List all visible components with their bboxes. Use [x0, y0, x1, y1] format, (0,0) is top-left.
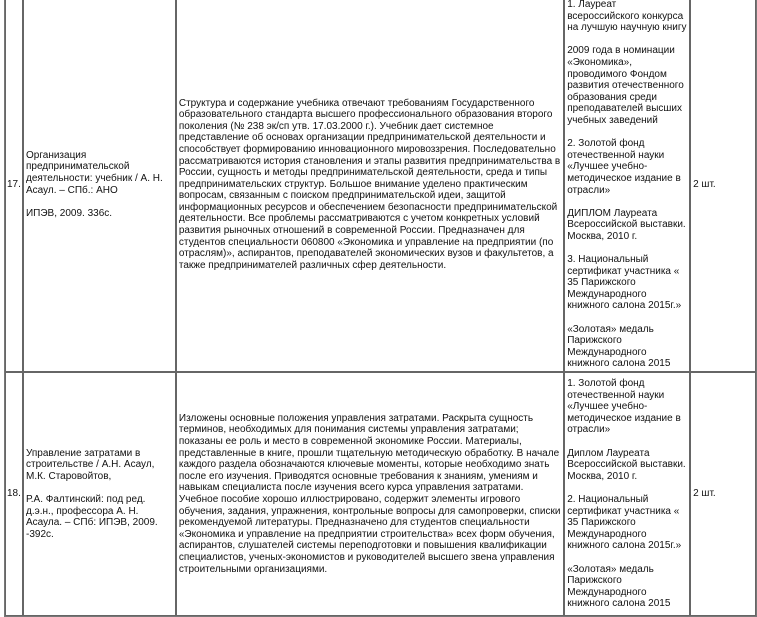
- book-description: Структура и содержание учебника отвечают требованиям Государственного образовательного стандарта высшего профессионального образования второго поколения (№ 238 эк/сп утв. 17.03.2000 г.). Учебник дает системное представление об основах организации предпринимательской деятельности и способствует формированию инновационного мировоззрения. Последовательно рассматриваются история становления и этапы развития предпринимательства в России, сущность и методы предпринимательской деятельности, среда и типы предпринимательских структур. Большое внимание уделено практическим вопросам, связанным с поиском предпринимательской идеи, защитой информационных ресурсов и обеспечением безопасности предпринимательской деятельности. Все проблемы рассматриваются с учетом конкретных условий развития рыночных отношений в современной России. Предназначен для студентов специальности 060800 «Экономика и управление на предприятии (по отраслям)», аспирантов, преподавателей экономических вузов и факультетов, а также предпринимателей различных сфер деятельности.: [176, 0, 564, 372]
- book-publisher: ИПЭВ, 2009. 336с.: [25, 207, 113, 219]
- book-publisher: Р.А. Фалтинский: под ред. д.э.н., профессора А. Н. Асаула. – СПб: ИПЭВ, 2009. -392с.: [25, 494, 158, 540]
- awards-cell: [564, 0, 690, 372]
- quantity: 2 шт.: [690, 372, 756, 616]
- award: 1. Золотой фонд отечественной науки «Лучшее учебно-методическое издание в отрасли»: [567, 378, 681, 436]
- award: 1. Лауреат всероссийского конкурса на лучшую научную книгу: [567, 0, 687, 34]
- book-title: Организация предпринимательской деятельности: учебник / А. Н. Асаул. – СПб.: АНО: [25, 149, 163, 196]
- book-title-cell: [23, 0, 176, 372]
- book-description: Изложены основные положения управления затратами. Раскрыта сущность терминов, необходимых для понимания системы управления затратами; показаны ее роль и место в современной экономике России. Материалы, представленные в книге, прошли тщательную методическую обработку. В начале каждого раздела обозначаются ключевые моменты, которые необходимо знать после его изучения. Приводятся основные требования к знаниям, умениям и навыкам специалиста после изучения всего курса управления затратами. Учебное пособие хорошо иллюстрировано, содержит элементы игрового обучения, задания, упражнения, контрольные вопросы для самопроверки, списки рекомендуемой литературы. Предназначено для студентов специальности «Экономика и управление на предприятии строительства» всех форм обучения, аспирантов, слушателей системы переподготовки и повышения квалификации специалистов, ученых-экономистов и руководителей высшего звена управления строительными организациями.: [176, 372, 564, 616]
- table-row: [5, 372, 756, 616]
- row-number: 17.: [5, 0, 23, 372]
- award: 2009 года в номинации «Экономика», проводимого Фондом развития отечественного образования среди преподавателей высших учебных заведений: [567, 45, 684, 126]
- award: 2. Золотой фонд отечественной науки «Лучшее учебно-методическое издание в отрасли»: [567, 138, 681, 196]
- award: ДИПЛОМ Лауреата Всероссийской выставки. Москва, 2010 г.: [567, 207, 686, 242]
- table-row: [5, 0, 756, 372]
- book-title-cell: [23, 372, 176, 616]
- award: Диплом Лауреата Всероссийской выставки. Москва, 2010 г.: [567, 447, 686, 482]
- awards-cell: [564, 372, 690, 616]
- row-number: 18.: [5, 372, 23, 616]
- award: «Золотая» медаль Парижского Международного книжного салона 2015: [567, 323, 671, 370]
- quantity: 2 шт.: [690, 0, 756, 372]
- book-title: Управление затратами в строительстве / А.Н. Асаул, М.К. Старовойтов,: [25, 447, 155, 482]
- award: 2. Национальный сертификат участника « 35 Парижского Международного книжного салона 2015г.»: [567, 494, 682, 552]
- award: «Золотая» медаль Парижского Международного книжного салона 2015: [567, 563, 671, 610]
- award: 3. Национальный сертификат участника « 35 Парижского Международного книжного салона 2015г.»: [567, 254, 682, 312]
- books-table: [4, 0, 757, 617]
